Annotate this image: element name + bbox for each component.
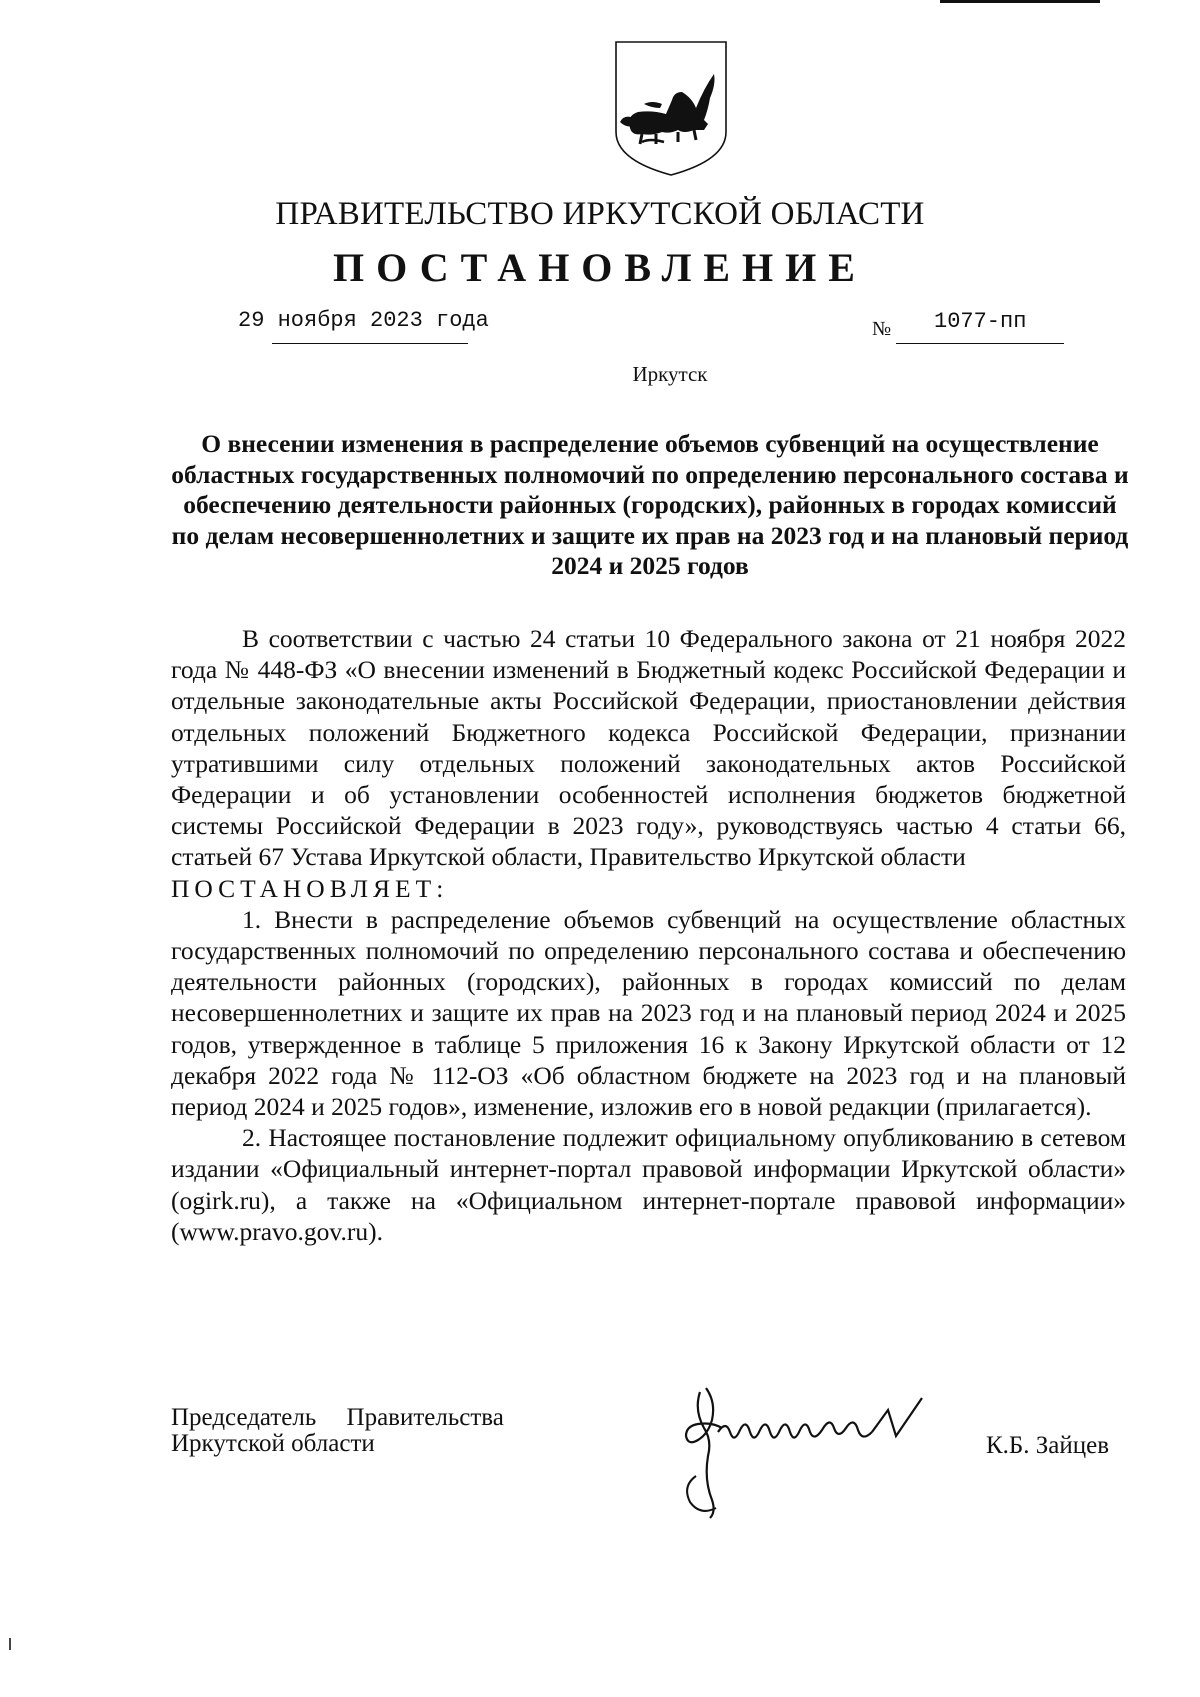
- coat-of-arms-emblem: [612, 38, 730, 178]
- clause-1: 1. Внести в распределение объемов субвенций на осуществление областных государственных полномочий по определению персонального состава и обеспечению деятельности районных (городских), районных в городах комиссий по делам несовершеннолетних и защите их прав на 2023 год и на плановый период 2024 и 2025 годов, утвержденное в таблице 5 приложения 16 к Закону Иркутской области от 12 декабря 2022 года № 112-ОЗ «Об областном бюджете на 2023 год и на плановый период 2024 и 2025 годов», изменение, изложив его в новой редакции (прилагается).: [171, 904, 1126, 1122]
- signatory-position-line-2: Иркутской области: [171, 1430, 375, 1457]
- number-sign: №: [872, 318, 892, 340]
- government-name: ПРАВИТЕЛЬСТВО ИРКУТСКОЙ ОБЛАСТИ: [275, 196, 925, 232]
- handwritten-signature: [682, 1380, 944, 1520]
- signatory-position: [171, 1405, 504, 1457]
- number-underline: [896, 343, 1064, 344]
- margin-tick: [9, 1638, 11, 1650]
- signatory-position-line-1: Председатель Правительства: [171, 1404, 504, 1431]
- decree-word: ПОСТАНОВЛЯЕТ:: [171, 873, 449, 903]
- preamble-paragraph: В соответствии с частью 24 статьи 10 Федерального закона от 21 ноября 2022 года № 448-ФЗ «О внесении изменений в Бюджетный кодекс Российской Федерации и отдельные законодательные акты Российской Федерации, приостановлении действия отдельных положений Бюджетного кодекса Российской Федерации, признании утратившими силу отдельных положений законодательных актов Российской Федерации и об установлении особенностей исполнения бюджетов бюджетной системы Российской Федерации в 2023 году», руководствуясь частью 4 статьи 66, статьей 67 Устава Иркутской области, Правительство Иркутской области: [171, 624, 1126, 872]
- document-subject-title: О внесении изменения в распределение объемов субвенций на осуществление областных государственных полномочий по определению персонального состава и обеспечению деятельности районных (городских), районных в городах комиссий по делам несовершеннолетних и защите их прав на 2023 год и на плановый период 2024 и 2025 годов: [171, 429, 1129, 580]
- document-date: 29 ноября 2023 года: [238, 308, 489, 333]
- clause-2: 2. Настоящее постановление подлежит официальному опубликованию в сетевом издании «Официальный интернет-портал правовой информации Иркутской области» (ogirk.ru), а также на «Официальном интернет-портале правовой информации» (www.pravo.gov.ru).: [171, 1123, 1126, 1246]
- scan-edge-mark: [940, 0, 1100, 3]
- date-underline: [272, 343, 468, 344]
- document-number: 1077-пп: [934, 309, 1027, 334]
- signatory-name: К.Б. Зайцев: [986, 1432, 1110, 1459]
- document-city: Иркутск: [632, 362, 708, 386]
- document-body: [171, 623, 1126, 1247]
- document-type-title: ПОСТАНОВЛЕНИЕ: [333, 245, 867, 290]
